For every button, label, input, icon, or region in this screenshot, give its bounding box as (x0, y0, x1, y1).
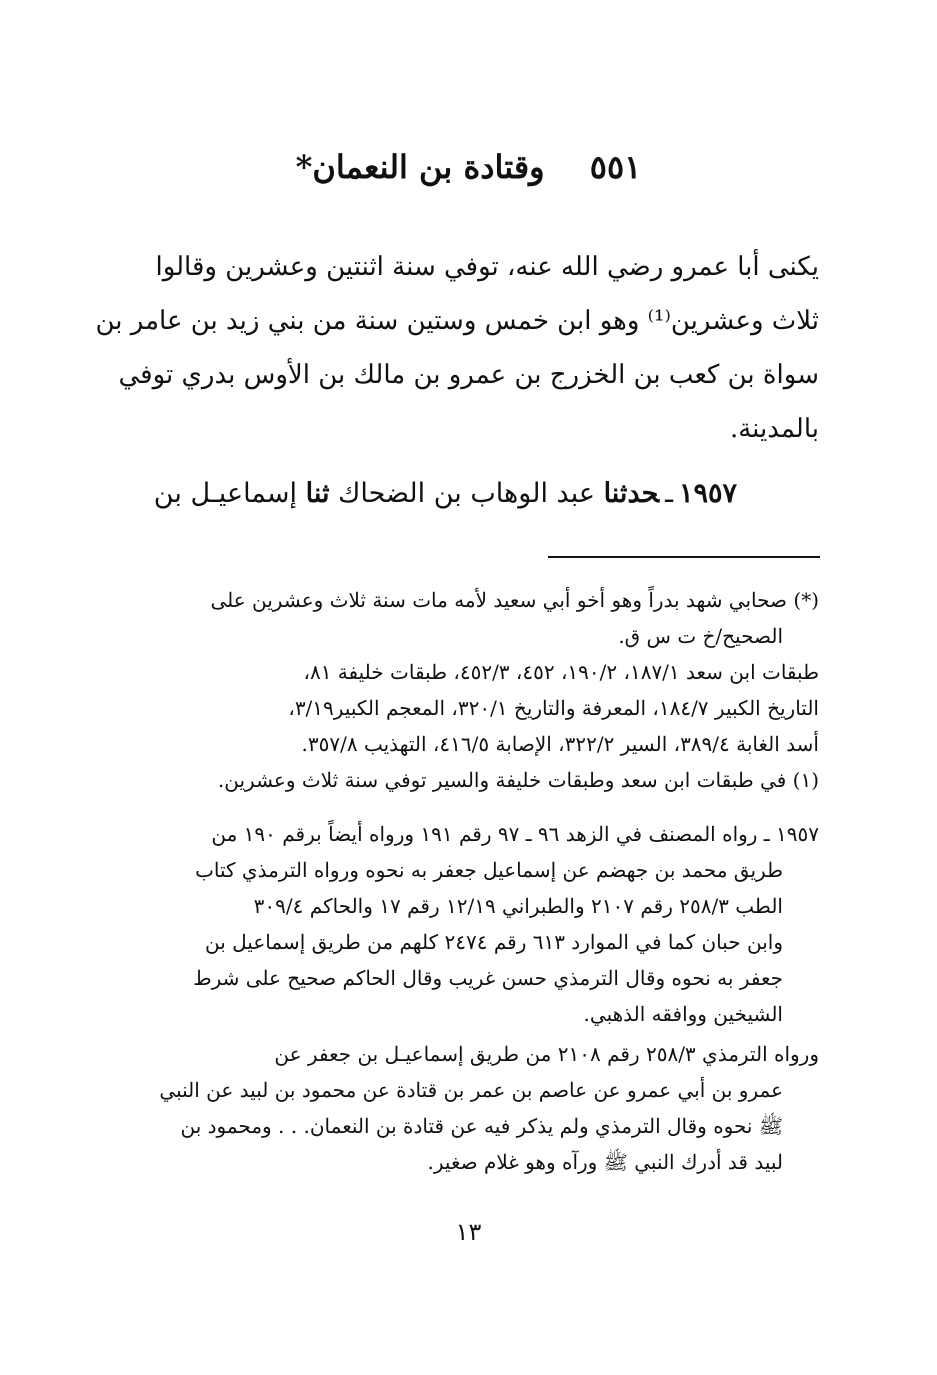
footnote-1957 (109, 816, 819, 1032)
footnote-references (109, 654, 819, 762)
hadith-number: ١٩٥٧ (678, 478, 737, 509)
biography-line: ثلاث وعشرين⁽¹⁾ وهو ابن خمس وستين سنة من بني زيد بن عامر بن (95, 306, 819, 336)
footnote-line: الشيخين ووافقه الذهبي. (583, 1002, 783, 1026)
footnote-line: جعفر به نحوه وقال الترمذي حسن غريب وقال الحاكم صحيح على شرط (193, 966, 783, 990)
page-number: ١٣ (455, 1218, 482, 1246)
chapter-heading (0, 148, 937, 186)
hadith-isnad (117, 470, 737, 518)
hadith-keyword: حدثنا (603, 478, 660, 509)
footnote-line: (١) في طبقات ابن سعد وطبقات خليفة والسير توفي سنة ثلاث وعشرين. (217, 768, 819, 792)
biography-line: سواة بن كعب بن الخزرج بن عمرو بن مالك بن الأوس بدري توفي (118, 360, 819, 390)
footnote-line: طريق محمد بن جهضم عن إسماعيل جعفر به نحوه ورواه الترمذي كتاب (195, 858, 783, 882)
footnote-line: طبقات ابن سعد ١٨٧/١، ١٩٠/٢، ٤٥٢، ٤٥٢/٣، طبقات خليفة ٨١، (303, 660, 819, 684)
chapter-title: وقتادة بن النعمان* (295, 148, 545, 186)
footnote-line: لبيد قد أدرك النبي ﷺ ورآه وهو غلام صغير. (427, 1150, 783, 1174)
footnote-line: ﷺ نحوه وقال الترمذي ولم يذكر فيه عن قتادة بن النعمان. . . ومحمود بن (180, 1114, 783, 1138)
chapter-number: ٥٥١ (589, 148, 642, 186)
footnote-divider (548, 556, 820, 558)
biography-paragraph (95, 240, 819, 456)
footnote-1957-continued (109, 1036, 819, 1180)
footnote-line: الطب ٢٥٨/٣ رقم ٢١٠٧ والطبراني ١٢/١٩ رقم ١٧ والحاكم ٣٠٩/٤ (253, 894, 783, 918)
footnote-line: ورواه الترمذي ٢٥٨/٣ رقم ٢١٠٨ من طريق إسماعيـل بن جعفر عن (274, 1042, 819, 1066)
hadith-text-a: عبد الوهاب بن الضحاك (338, 478, 595, 509)
hadith-text-b: إسماعيـل بن (153, 478, 298, 509)
biography-line: بالمدينة. (729, 414, 819, 444)
footnote-1 (109, 762, 819, 798)
footnote-line: التاريخ الكبير ١٨٤/٧، المعرفة والتاريخ ٣٢٠/١، المعجم الكبير٣/١٩، (288, 696, 819, 720)
hadith-separator: ـ (665, 478, 673, 509)
footnote-line: الصحيح/خ ت س ق. (618, 624, 783, 648)
hadith-keyword-2: ثنا (305, 478, 330, 509)
biography-line: يكنى أبا عمرو رضي الله عنه، توفي سنة اثنتين وعشرين وقالوا (155, 252, 819, 282)
footnote-star (109, 582, 819, 654)
footnote-line: عمرو بن أبي عمرو عن عاصم بن عمر بن قتادة عن محمود بن لبيد عن النبي (159, 1078, 783, 1102)
footnote-line: وابن حبان كما في الموارد ٦١٣ رقم ٢٤٧٤ كلهم من طريق إسماعيل بن (205, 930, 783, 954)
footnote-line: أسد الغابة ٣٨٩/٤، السير ٣٢٢/٢، الإصابة ٤١٦/٥، التهذيب ٣٥٧/٨. (301, 732, 819, 756)
footnote-line: ١٩٥٧ ـ رواه المصنف في الزهد ٩٦ ـ ٩٧ رقم ١٩١ ورواه أيضاً برقم ١٩٠ من (211, 822, 819, 846)
footnote-line: (*) صحابي شهد بدراً وهو أخو أبي سعيد لأمه مات سنة ثلاث وعشرين على (210, 588, 819, 612)
